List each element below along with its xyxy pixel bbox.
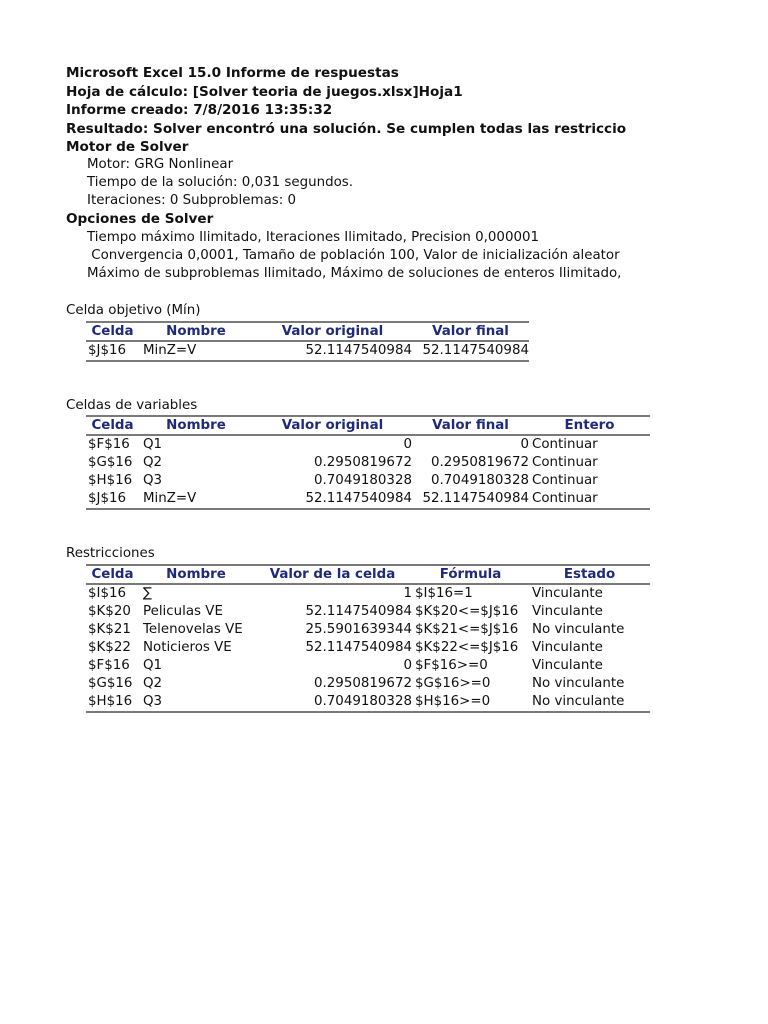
cell-formula: $G$16>=0 bbox=[415, 676, 491, 691]
cell-celda: $J$16 bbox=[86, 341, 139, 361]
cell-celda: $K$22 bbox=[88, 640, 131, 655]
cell-estado: Vinculante bbox=[532, 604, 603, 619]
table-row bbox=[86, 490, 650, 509]
motor-time: Tiempo de la solución: 0,031 segundos. bbox=[87, 175, 354, 190]
cell-valor-original: 0.2950819672 bbox=[314, 455, 412, 470]
cell-formula: $H$16>=0 bbox=[412, 693, 529, 712]
cell-celda: $I$16 bbox=[88, 586, 127, 601]
cell-nombre: Q2 bbox=[143, 455, 163, 470]
cell-entero: Continuar bbox=[532, 455, 598, 470]
col-celda: Celda bbox=[86, 416, 139, 435]
table-row bbox=[86, 621, 650, 639]
cell-valor-celda: 0.7049180328 bbox=[253, 693, 412, 712]
cell-entero: Continuar bbox=[532, 437, 598, 452]
cell-formula: $K$20<=$J$16 bbox=[415, 604, 519, 619]
cell-valor-celda: 1 bbox=[403, 586, 412, 601]
report-title: Microsoft Excel 15.0 Informe de respuestas bbox=[66, 65, 399, 81]
table-row bbox=[86, 639, 650, 657]
col-nombre: Nombre bbox=[139, 322, 253, 341]
table-row bbox=[86, 584, 650, 603]
cell-nombre: Q1 bbox=[143, 437, 163, 452]
constraints-table bbox=[86, 564, 650, 713]
cell-nombre: Q2 bbox=[143, 676, 163, 691]
cell-valor-final: 52.1147540984 bbox=[412, 341, 529, 361]
cell-valor-final: 0.7049180328 bbox=[431, 473, 529, 488]
options-line-1: Tiempo máximo Ilimitado, Iteraciones Ilimitado, Precision 0,000001 bbox=[87, 230, 540, 245]
cell-estado: Vinculante bbox=[532, 640, 603, 655]
constraints-header-row bbox=[86, 565, 650, 584]
objective-section-title: Celda objetivo (Mín) bbox=[66, 303, 201, 318]
cell-formula: $I$16=1 bbox=[415, 586, 473, 601]
cell-valor-original: 52.1147540984 bbox=[253, 490, 412, 509]
table-row bbox=[86, 693, 650, 712]
report-created-line: Informe creado: 7/8/2016 13:35:32 bbox=[66, 102, 333, 118]
col-valor-final: Valor final bbox=[412, 416, 529, 435]
cell-estado: No vinculante bbox=[532, 622, 625, 637]
cell-valor-original: 0 bbox=[403, 437, 412, 452]
motor-iterations: Iteraciones: 0 Subproblemas: 0 bbox=[87, 193, 297, 208]
table-row bbox=[86, 341, 529, 361]
objective-table bbox=[86, 321, 529, 362]
worksheet-line: Hoja de cálculo: [Solver teoria de juegos.xlsx]Hoja1 bbox=[66, 84, 463, 100]
result-line: Resultado: Solver encontró una solución. Se cumplen todas las restriccio bbox=[66, 121, 627, 137]
objective-header-row bbox=[86, 322, 529, 341]
table-row bbox=[86, 435, 650, 454]
cell-valor-celda: 0 bbox=[403, 658, 412, 673]
cell-celda: $G$16 bbox=[88, 455, 133, 470]
options-title: Opciones de Solver bbox=[66, 211, 214, 227]
cell-celda: $J$16 bbox=[86, 490, 139, 509]
cell-entero: Continuar bbox=[532, 473, 598, 488]
cell-estado: Vinculante bbox=[532, 586, 603, 601]
cell-estado: Vinculante bbox=[532, 658, 603, 673]
col-estado: Estado bbox=[529, 565, 650, 584]
cell-celda: $K$21 bbox=[88, 622, 131, 637]
variables-header-row bbox=[86, 416, 650, 435]
cell-nombre: MinZ=V bbox=[139, 341, 253, 361]
options-line-2: Convergencia 0,0001, Tamaño de población 100, Valor de inicialización aleator bbox=[87, 248, 620, 263]
table-row bbox=[86, 603, 650, 621]
col-valor-original: Valor original bbox=[253, 322, 412, 341]
motor-engine: Motor: GRG Nonlinear bbox=[87, 157, 234, 172]
cell-celda: $F$16 bbox=[88, 658, 130, 673]
cell-nombre: Telenovelas VE bbox=[143, 622, 243, 637]
cell-valor-final: 0 bbox=[520, 437, 529, 452]
cell-nombre: ∑ bbox=[143, 586, 153, 601]
col-formula: Fórmula bbox=[412, 565, 529, 584]
col-entero: Entero bbox=[529, 416, 650, 435]
cell-valor-final: 52.1147540984 bbox=[412, 490, 529, 509]
col-nombre: Nombre bbox=[139, 416, 253, 435]
cell-nombre: Q3 bbox=[143, 473, 163, 488]
cell-valor-original: 52.1147540984 bbox=[253, 341, 412, 361]
cell-valor-celda: 0.2950819672 bbox=[314, 676, 412, 691]
cell-celda: $F$16 bbox=[88, 437, 130, 452]
variables-section-title: Celdas de variables bbox=[66, 398, 198, 413]
table-row bbox=[86, 657, 650, 675]
col-valor-celda: Valor de la celda bbox=[253, 565, 412, 584]
motor-title: Motor de Solver bbox=[66, 139, 189, 155]
col-celda: Celda bbox=[86, 322, 139, 341]
col-valor-final: Valor final bbox=[412, 322, 529, 341]
col-nombre: Nombre bbox=[139, 565, 253, 584]
cell-valor-celda: 25.5901639344 bbox=[305, 622, 412, 637]
cell-valor-celda: 52.1147540984 bbox=[305, 604, 412, 619]
cell-celda: $H$16 bbox=[86, 693, 139, 712]
cell-valor-final: 0.2950819672 bbox=[431, 455, 529, 470]
cell-nombre: Q3 bbox=[139, 693, 253, 712]
cell-nombre: Peliculas VE bbox=[143, 604, 223, 619]
table-row bbox=[86, 472, 650, 490]
cell-formula: $K$21<=$J$16 bbox=[415, 622, 519, 637]
cell-celda: $G$16 bbox=[88, 676, 133, 691]
cell-entero: Continuar bbox=[529, 490, 650, 509]
cell-estado: No vinculante bbox=[532, 676, 625, 691]
table-row bbox=[86, 454, 650, 472]
cell-formula: $K$22<=$J$16 bbox=[415, 640, 519, 655]
table-row bbox=[86, 675, 650, 693]
cell-nombre: Noticieros VE bbox=[143, 640, 232, 655]
cell-valor-original: 0.7049180328 bbox=[314, 473, 412, 488]
cell-celda: $H$16 bbox=[88, 473, 133, 488]
cell-celda: $K$20 bbox=[88, 604, 131, 619]
options-line-3: Máximo de subproblemas Ilimitado, Máximo de soluciones de enteros Ilimitado, bbox=[87, 266, 622, 281]
col-celda: Celda bbox=[86, 565, 139, 584]
variables-table bbox=[86, 415, 650, 510]
constraints-section-title: Restricciones bbox=[66, 546, 155, 561]
cell-nombre: Q1 bbox=[143, 658, 163, 673]
cell-estado: No vinculante bbox=[529, 693, 650, 712]
col-valor-original: Valor original bbox=[253, 416, 412, 435]
cell-valor-celda: 52.1147540984 bbox=[305, 640, 412, 655]
cell-nombre: MinZ=V bbox=[139, 490, 253, 509]
cell-formula: $F$16>=0 bbox=[415, 658, 488, 673]
